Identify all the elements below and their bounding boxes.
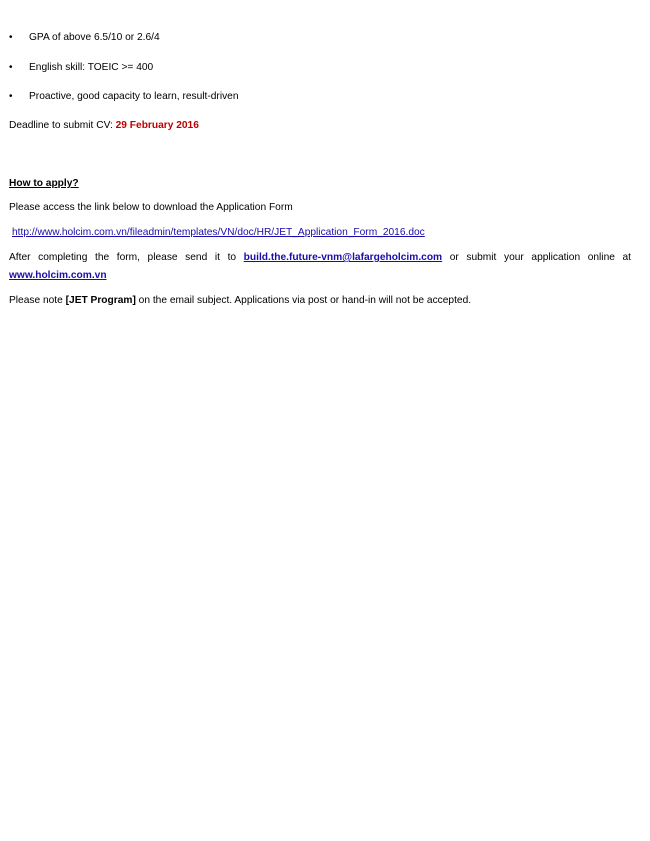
list-item — [9, 31, 629, 61]
send-middle: or submit your application online at — [442, 252, 631, 263]
requirement-english: English skill: TOEIC >= 400 — [29, 61, 154, 73]
send-instruction-line — [9, 251, 631, 265]
website-link[interactable]: www.holcim.com.vn — [9, 270, 107, 281]
send-prefix: After completing the form, please send it to — [9, 252, 244, 263]
email-link[interactable]: build.the.future-vnm@lafargeholcim.com — [243, 252, 443, 263]
note-prefix: Please note — [9, 295, 66, 306]
deadline-label: Deadline to submit CV: — [9, 120, 116, 131]
deadline-line — [9, 119, 631, 133]
application-form-link[interactable]: http://www.holcim.com.vn/fileadmin/templates/VN/doc/HR/JET_Application_Form_2016.doc — [12, 227, 425, 238]
requirement-gpa: GPA of above 6.5/10 or 2.6/4 — [29, 32, 160, 43]
bullet-icon: • — [9, 32, 13, 43]
note-suffix: on the email subject. Applications via post or hand-in will not be accepted. — [135, 295, 472, 306]
list-item — [9, 90, 629, 120]
requirements-list — [9, 31, 629, 120]
requirement-attitude: Proactive, good capacity to learn, result-driven — [29, 91, 239, 102]
how-to-apply-heading — [9, 177, 631, 191]
website-line — [9, 269, 631, 283]
note-subject: [JET Program] — [65, 295, 136, 306]
email-subject-note — [9, 294, 631, 308]
list-item — [9, 61, 629, 91]
section-heading: How to apply? — [9, 178, 79, 189]
download-instruction: Please access the link below to download the Application Form — [9, 202, 293, 213]
deadline-date: 29 February 2016 — [115, 120, 199, 131]
form-link-line — [12, 226, 634, 240]
bullet-icon: • — [9, 61, 13, 73]
bullet-icon: • — [9, 91, 13, 102]
